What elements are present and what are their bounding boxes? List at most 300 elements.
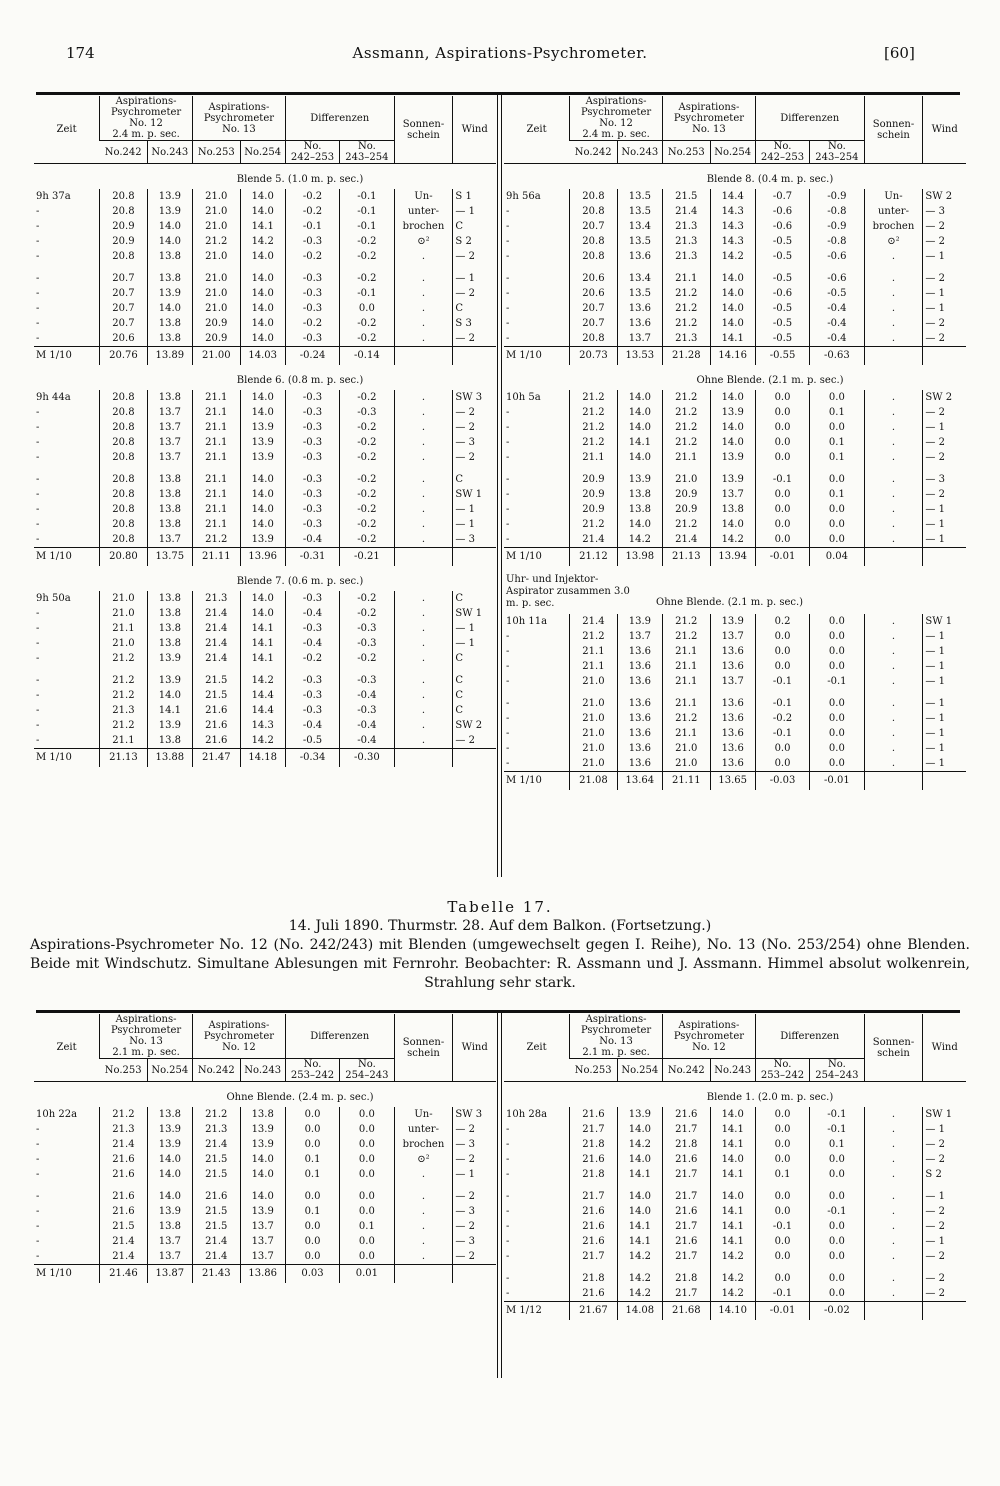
table-row	[504, 532, 966, 548]
cell: 9h 50a	[36, 593, 71, 604]
cell: .	[864, 696, 923, 711]
cell: -	[36, 519, 40, 530]
cell: -0.3	[285, 435, 339, 450]
gap-cell	[663, 1182, 711, 1189]
block-label	[504, 164, 966, 190]
cell: 14.0	[240, 189, 285, 204]
header-row-1	[34, 96, 496, 141]
col-a2: No.243	[147, 141, 192, 164]
cell: 21.0	[193, 271, 241, 286]
cell: 21.4	[193, 1137, 241, 1152]
mean-cell	[923, 1302, 966, 1321]
running-header	[0, 44, 1000, 74]
cell: .	[864, 1107, 923, 1122]
cell: SW 2	[923, 189, 966, 204]
cell: -	[36, 608, 40, 619]
cell: -	[36, 705, 40, 716]
table-row	[34, 450, 496, 465]
cell: — 2	[453, 331, 496, 347]
cell: -0.2	[340, 502, 394, 517]
psychrometer-b-name: Aspirations-Psychrometer No. 12	[673, 1019, 745, 1053]
cell: — 2	[453, 249, 496, 264]
cell: 20.6	[570, 271, 618, 286]
col-a1: No.242	[570, 141, 618, 164]
block-label-row	[34, 365, 496, 390]
mean-cell	[864, 1302, 923, 1321]
psychrometer-a-speed: 2.1 m. p. sec.	[582, 1047, 650, 1058]
mean-cell: 13.75	[147, 548, 192, 567]
cell: 13.9	[240, 1137, 285, 1152]
cell: — 2	[923, 405, 966, 420]
mean-cell: 21.67	[570, 1302, 618, 1321]
col-b1: No.242	[193, 1059, 241, 1082]
table-row	[504, 502, 966, 517]
cell: .	[864, 756, 923, 772]
cell: 13.8	[147, 517, 192, 532]
d1-label: 253–242	[760, 1070, 805, 1081]
cell: 13.9	[147, 204, 192, 219]
cell: 14.0	[617, 517, 662, 532]
cell: 0.0	[810, 1249, 864, 1264]
table-row	[504, 234, 966, 249]
cell: -0.1	[755, 1286, 809, 1302]
cell: 21.4	[193, 621, 241, 636]
cell: 13.7	[147, 1249, 192, 1265]
cell: 13.6	[710, 741, 755, 756]
table-row	[34, 532, 496, 548]
cell: .	[394, 316, 453, 331]
cell: 21.4	[193, 636, 241, 651]
gap-cell	[453, 264, 496, 271]
cell: 13.9	[710, 405, 755, 420]
cell: -0.2	[340, 472, 394, 487]
cell: 13.8	[617, 502, 662, 517]
block-label	[504, 1082, 966, 1108]
cell: 21.7	[663, 1122, 711, 1137]
cell: -0.2	[340, 420, 394, 435]
cell: -	[36, 288, 40, 299]
table-row	[34, 219, 496, 234]
gap-cell	[810, 1182, 864, 1189]
mean-cell: 21.47	[193, 749, 241, 768]
cell: .	[394, 1219, 453, 1234]
gap-cell	[663, 264, 711, 271]
row-gap	[34, 465, 496, 472]
cell: 14.3	[710, 234, 755, 249]
cell: unter-	[864, 204, 923, 219]
cell: -	[506, 698, 510, 709]
cell: 21.8	[663, 1271, 711, 1286]
table-row	[504, 1152, 966, 1167]
mean-cell: 21.12	[570, 548, 618, 567]
cell: 14.2	[617, 1249, 662, 1264]
cell: 21.3	[663, 331, 711, 347]
cell: 13.5	[617, 204, 662, 219]
cell: 21.2	[663, 390, 711, 405]
cell: 13.5	[617, 189, 662, 204]
mean-cell	[923, 347, 966, 366]
cell: 10h 22a	[36, 1109, 78, 1120]
col-d1	[755, 1059, 809, 1082]
cell: 20.8	[570, 189, 618, 204]
cell: 21.6	[100, 1189, 148, 1204]
cell: -0.3	[285, 703, 339, 718]
cell: 14.0	[710, 1189, 755, 1204]
no-label: No.	[303, 141, 322, 152]
cell: 20.9	[663, 502, 711, 517]
cell: -	[36, 653, 40, 664]
mean-cell: 21.13	[663, 548, 711, 567]
mean-cell	[394, 749, 453, 768]
mean-cell: 13.96	[240, 548, 285, 567]
cell: 21.1	[193, 472, 241, 487]
table-row	[504, 1234, 966, 1249]
table-row	[504, 204, 966, 219]
cell: 13.8	[147, 733, 192, 749]
table-row	[34, 1249, 496, 1265]
cell: — 1	[923, 741, 966, 756]
cell: 21.0	[193, 249, 241, 264]
cell: -0.5	[755, 234, 809, 249]
mean-row	[34, 1265, 496, 1284]
cell: 13.7	[147, 405, 192, 420]
cell: -	[506, 452, 510, 463]
cell: 14.4	[240, 688, 285, 703]
differenzen-label: Differenzen	[780, 112, 840, 124]
cell: 10h 5a	[506, 392, 541, 403]
cell: 0.0	[285, 1122, 339, 1137]
table-row	[504, 189, 966, 204]
cell: -0.3	[340, 703, 394, 718]
cell: 13.7	[240, 1249, 285, 1265]
cell: -0.5	[285, 733, 339, 749]
table-header	[504, 1014, 966, 1082]
cell: -	[36, 221, 40, 232]
cell: 21.6	[570, 1219, 618, 1234]
cell: -	[506, 1124, 510, 1135]
cell: .	[864, 1204, 923, 1219]
cell: 0.0	[810, 472, 864, 487]
mean-cell: M 1/10	[34, 347, 100, 366]
col-zeit: Zeit	[504, 96, 570, 164]
table-row	[34, 636, 496, 651]
cell: -0.5	[755, 331, 809, 347]
cell: 0.0	[810, 1189, 864, 1204]
gap-cell	[340, 1182, 394, 1189]
gap-cell	[193, 1182, 241, 1189]
table-row	[34, 286, 496, 301]
cell: 13.9	[147, 1204, 192, 1219]
cell: 14.1	[710, 331, 755, 347]
gap-cell	[240, 465, 285, 472]
cell: 14.0	[147, 1167, 192, 1182]
gap-cell	[864, 689, 923, 696]
cell: -0.4	[340, 688, 394, 703]
table-row	[34, 733, 496, 749]
no-label: No.	[827, 1059, 846, 1070]
mean-cell	[864, 347, 923, 366]
block-label-wrap	[506, 566, 964, 614]
cell: 0.1	[810, 487, 864, 502]
cell: 21.6	[663, 1234, 711, 1249]
cell: -	[506, 288, 510, 299]
cell: .	[394, 271, 453, 286]
cell: — 2	[453, 450, 496, 465]
header-row-1	[34, 1014, 496, 1059]
cell: — 3	[453, 1234, 496, 1249]
cell: — 1	[453, 204, 496, 219]
cell: .	[864, 1122, 923, 1137]
mean-cell: M 1/10	[34, 749, 100, 768]
cell: 21.8	[570, 1167, 618, 1182]
cell: -0.5	[755, 271, 809, 286]
cell: 21.1	[100, 621, 148, 636]
cell: 14.0	[240, 271, 285, 286]
cell: — 3	[923, 472, 966, 487]
cell: 14.0	[617, 1122, 662, 1137]
cell: 14.1	[240, 636, 285, 651]
cell: -0.3	[285, 472, 339, 487]
cell: 13.8	[147, 316, 192, 331]
mean-cell: 21.00	[193, 347, 241, 366]
cell: — 1	[453, 1167, 496, 1182]
cell: — 2	[923, 487, 966, 502]
mean-cell: 13.88	[147, 749, 192, 768]
cell: — 2	[453, 420, 496, 435]
table-row	[34, 1152, 496, 1167]
aspirator-note: Uhr- und Injektor-Aspirator zusammen 3.0 m. p. sec.	[506, 574, 630, 609]
cell: — 2	[453, 1219, 496, 1234]
cell: unter-	[394, 1122, 453, 1137]
col-b1: No.253	[193, 141, 241, 164]
mean-cell: 14.18	[240, 749, 285, 768]
table-row	[34, 502, 496, 517]
cell: 14.0	[240, 591, 285, 606]
cell: .	[394, 718, 453, 733]
gap-cell	[923, 264, 966, 271]
cell: 21.1	[193, 435, 241, 450]
table-row	[504, 726, 966, 741]
cell: 21.0	[100, 636, 148, 651]
cell: 0.0	[755, 659, 809, 674]
cell: 14.0	[240, 606, 285, 621]
cell: -	[36, 638, 40, 649]
cell: -	[36, 1191, 40, 1202]
cell: -0.3	[285, 390, 339, 405]
table-row	[34, 1107, 496, 1122]
d1-label: 242–253	[760, 152, 805, 163]
cell: 13.8	[617, 487, 662, 502]
gap-cell	[617, 1264, 662, 1271]
cell: — 2	[923, 331, 966, 347]
cell: 21.7	[663, 1219, 711, 1234]
cell: 20.9	[663, 487, 711, 502]
table-row	[34, 1122, 496, 1137]
cell: 21.0	[570, 756, 618, 772]
cell: -	[506, 1273, 510, 1284]
cell: 0.0	[810, 659, 864, 674]
mean-cell: 20.80	[100, 548, 148, 567]
cell: 21.2	[663, 629, 711, 644]
col-sonnenschein: Sonnen-schein	[394, 1014, 453, 1082]
mean-cell: -0.30	[340, 749, 394, 768]
mean-cell: 13.53	[617, 347, 662, 366]
cell: 21.2	[570, 435, 618, 450]
cell: 14.0	[710, 286, 755, 301]
cell: 21.5	[193, 688, 241, 703]
cell: -	[36, 474, 40, 485]
table-row	[34, 316, 496, 331]
mean-cell: 14.03	[240, 347, 285, 366]
gap-cell	[617, 465, 662, 472]
cell: .	[864, 1152, 923, 1167]
cell: 20.8	[100, 420, 148, 435]
cell: 14.3	[710, 219, 755, 234]
cell: 0.0	[810, 1286, 864, 1302]
mean-cell: M 1/10	[504, 772, 570, 791]
cell: 14.1	[617, 1234, 662, 1249]
running-title: Assmann, Aspirations-Psychrometer.	[352, 44, 648, 62]
row-gap	[34, 264, 496, 271]
cell: -0.1	[755, 674, 809, 689]
table-row	[504, 1204, 966, 1219]
col-a2: No.243	[617, 141, 662, 164]
table-header	[504, 96, 966, 164]
col-d1	[285, 141, 339, 164]
row-gap	[504, 1264, 966, 1271]
cell: 14.0	[240, 1152, 285, 1167]
cell: 13.4	[617, 219, 662, 234]
differenzen-label: Differenzen	[310, 1030, 370, 1042]
cell: 13.8	[147, 390, 192, 405]
cell: 0.0	[810, 711, 864, 726]
col-sonnenschein: Sonnen-schein	[394, 96, 453, 164]
cell: 14.0	[240, 472, 285, 487]
mean-cell	[394, 548, 453, 567]
page-number: 174	[66, 44, 95, 62]
cell: -	[506, 474, 510, 485]
cell: 13.9	[147, 673, 192, 688]
gap-cell	[923, 1182, 966, 1189]
cell: 20.6	[570, 286, 618, 301]
col-d2	[340, 141, 394, 164]
cell: 21.7	[663, 1249, 711, 1264]
cell: 0.0	[755, 1107, 809, 1122]
data-table	[34, 96, 496, 767]
cell: SW 2	[453, 718, 496, 733]
cell: 13.8	[147, 591, 192, 606]
cell: 14.0	[617, 1189, 662, 1204]
cell: .	[394, 1189, 453, 1204]
cell: 13.9	[147, 718, 192, 733]
gap-cell	[864, 264, 923, 271]
cell: -0.6	[755, 219, 809, 234]
table-row	[504, 517, 966, 532]
cell: 0.0	[755, 487, 809, 502]
cell: 13.6	[617, 711, 662, 726]
cell: -0.4	[285, 532, 339, 548]
cell: 9h 37a	[36, 191, 71, 202]
cell: — 1	[923, 517, 966, 532]
cell: 20.8	[100, 472, 148, 487]
block-label-row	[34, 1082, 496, 1108]
block-title: Ohne Blende. (2.1 m. p. sec.)	[656, 597, 804, 608]
cell: .	[864, 741, 923, 756]
cell: 0.0	[285, 1189, 339, 1204]
mean-cell	[864, 772, 923, 791]
table-header	[34, 96, 496, 164]
row-gap	[34, 1182, 496, 1189]
cell: C	[453, 591, 496, 606]
cell: .	[864, 674, 923, 689]
cell: 21.1	[663, 659, 711, 674]
cell: 13.9	[617, 614, 662, 629]
col-b2: No.243	[240, 1059, 285, 1082]
cell: -	[36, 1251, 40, 1262]
cell: -0.2	[340, 331, 394, 347]
cell: 21.2	[570, 405, 618, 420]
block-2	[34, 365, 496, 566]
table-row	[34, 204, 496, 219]
cell: -0.1	[810, 1204, 864, 1219]
gap-cell	[240, 666, 285, 673]
cell: 21.2	[570, 420, 618, 435]
block-1	[504, 1082, 966, 1321]
mean-cell	[923, 548, 966, 567]
cell: — 1	[923, 711, 966, 726]
col-a1: No.253	[100, 1059, 148, 1082]
cell: 0.1	[285, 1204, 339, 1219]
mean-row	[504, 347, 966, 366]
cell: 21.0	[193, 301, 241, 316]
cell: -0.3	[285, 517, 339, 532]
cell: 21.4	[193, 651, 241, 666]
cell: 21.7	[570, 1189, 618, 1204]
gap-cell	[923, 1264, 966, 1271]
panel-lower-right	[504, 1014, 966, 1320]
cell: -	[36, 489, 40, 500]
cell: 21.0	[193, 219, 241, 234]
cell: 14.1	[240, 621, 285, 636]
cell: 21.1	[193, 405, 241, 420]
col-a2: No.254	[617, 1059, 662, 1082]
cell: 21.2	[193, 1107, 241, 1122]
cell: 0.0	[755, 1137, 809, 1152]
cell: 20.9	[193, 331, 241, 347]
cell: .	[394, 591, 453, 606]
table-row	[34, 405, 496, 420]
table-row	[34, 331, 496, 347]
cell: -0.3	[285, 234, 339, 249]
panel-upper-right	[504, 96, 966, 790]
mean-cell: M 1/10	[34, 548, 100, 567]
cell: 13.8	[147, 636, 192, 651]
cell: 21.2	[100, 673, 148, 688]
cell: 14.0	[240, 331, 285, 347]
col-psychrometer-b	[663, 1014, 756, 1059]
mean-cell: -0.31	[285, 548, 339, 567]
cell: 14.1	[617, 1167, 662, 1182]
row-gap	[34, 666, 496, 673]
cell: 21.0	[570, 726, 618, 741]
cell: -0.6	[755, 204, 809, 219]
cell: 20.8	[100, 502, 148, 517]
cell: 14.2	[240, 673, 285, 688]
cell: 0.0	[755, 1249, 809, 1264]
gap-cell	[100, 264, 148, 271]
cell: 21.5	[663, 189, 711, 204]
cell: 0.0	[755, 756, 809, 772]
